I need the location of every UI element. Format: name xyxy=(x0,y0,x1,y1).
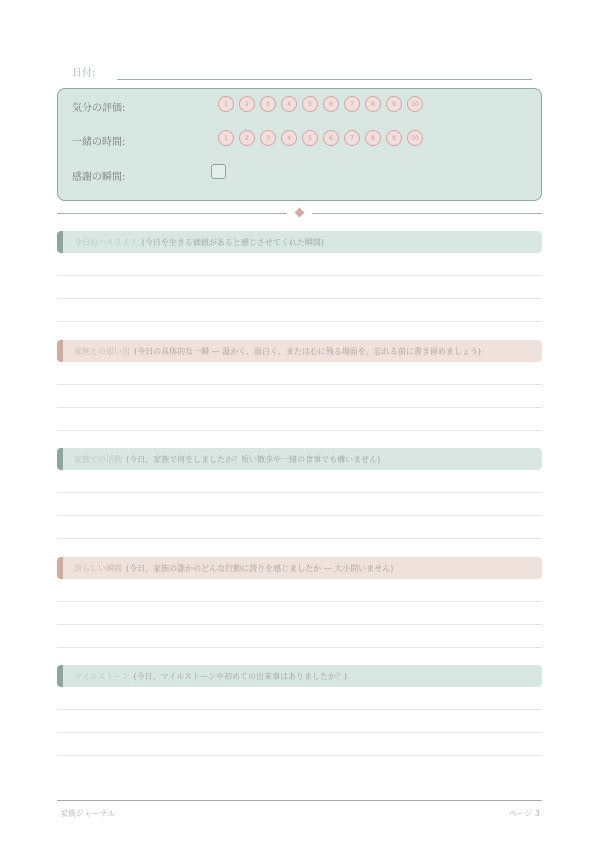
section-description: (今日、家族で何をしましたか？短い散歩や一緒の食事でも構いません) xyxy=(126,454,381,464)
section-accent-bar xyxy=(57,448,63,470)
date-label: 日付: xyxy=(72,68,96,79)
footer-divider xyxy=(57,800,542,801)
section-header xyxy=(57,448,542,470)
gratitude-row xyxy=(72,164,532,184)
together-rating-option[interactable]: 3 xyxy=(260,130,276,146)
writing-line[interactable] xyxy=(57,253,542,276)
writing-line[interactable] xyxy=(57,710,542,733)
mood-rating-row xyxy=(72,95,532,115)
section-accent-bar xyxy=(57,231,63,253)
mood-rating-scale xyxy=(218,96,423,112)
footer-page-number: ページ 3 xyxy=(508,809,540,818)
together-rating-option[interactable]: 8 xyxy=(365,130,381,146)
date-input-line[interactable] xyxy=(117,79,532,80)
section-description: (今日、マイルストーンや初めての出来事はありましたか？) xyxy=(133,671,348,681)
writing-line[interactable] xyxy=(57,385,542,408)
mood-rating-option[interactable]: 4 xyxy=(281,96,297,112)
mood-rating-option[interactable]: 1 xyxy=(218,96,234,112)
mood-rating-option[interactable]: 3 xyxy=(260,96,276,112)
writing-line[interactable] xyxy=(57,733,542,756)
writing-line[interactable] xyxy=(57,625,542,648)
section-accent-bar xyxy=(57,557,63,579)
section-header xyxy=(57,557,542,579)
mood-rating-option[interactable]: 6 xyxy=(323,96,339,112)
writing-line[interactable] xyxy=(57,602,542,625)
together-rating-option[interactable]: 10 xyxy=(407,130,423,146)
diamond-icon xyxy=(295,208,305,218)
section-family-memory xyxy=(57,340,542,431)
mood-rating-label: 気分の評価: xyxy=(72,103,126,114)
mood-rating-option[interactable]: 5 xyxy=(302,96,318,112)
gratitude-label: 感謝の瞬間: xyxy=(72,172,126,183)
writing-line[interactable] xyxy=(57,579,542,602)
mood-rating-option[interactable]: 8 xyxy=(365,96,381,112)
mood-rating-option[interactable]: 9 xyxy=(386,96,402,112)
together-rating-option[interactable]: 6 xyxy=(323,130,339,146)
section-header xyxy=(57,340,542,362)
section-accent-bar xyxy=(57,665,63,687)
writing-line[interactable] xyxy=(57,493,542,516)
date-row xyxy=(72,62,532,80)
together-rating-option[interactable]: 1 xyxy=(218,130,234,146)
section-description: (今日、家族の誰かのどんな行動に誇りを感じましたか — 大小問いません) xyxy=(126,563,394,573)
ornament-divider xyxy=(57,208,542,220)
divider-line-right xyxy=(312,213,542,214)
together-rating-label: 一緒の時間: xyxy=(72,137,126,148)
mood-rating-option[interactable]: 10 xyxy=(407,96,423,112)
together-rating-option[interactable]: 4 xyxy=(281,130,297,146)
together-rating-option[interactable]: 2 xyxy=(239,130,255,146)
together-rating-option[interactable]: 7 xyxy=(344,130,360,146)
writing-line[interactable] xyxy=(57,470,542,493)
writing-line[interactable] xyxy=(57,276,542,299)
together-rating-option[interactable]: 5 xyxy=(302,130,318,146)
section-title: マイルストーン xyxy=(74,671,130,681)
section-proud-moment xyxy=(57,557,542,648)
writing-line[interactable] xyxy=(57,408,542,431)
writing-line[interactable] xyxy=(57,516,542,539)
footer-journal-name: 家族ジャーナル xyxy=(60,809,116,818)
section-highlight xyxy=(57,231,542,322)
together-rating-row xyxy=(72,129,532,149)
section-header xyxy=(57,665,542,687)
mood-rating-option[interactable]: 2 xyxy=(239,96,255,112)
section-title: 今日のハイライト xyxy=(74,237,138,247)
section-milestone xyxy=(57,665,542,756)
together-rating-scale xyxy=(218,130,423,146)
divider-line-left xyxy=(57,213,287,214)
section-header xyxy=(57,231,542,253)
section-description: (今日の具体的な一瞬 — 温かく、面白く、または心に残る場面を、忘れる前に書き留めましょう) xyxy=(134,346,482,356)
section-title: 家族での活動 xyxy=(74,454,122,464)
writing-line[interactable] xyxy=(57,299,542,322)
gratitude-checkbox[interactable] xyxy=(211,164,226,179)
rating-box xyxy=(57,88,542,201)
section-accent-bar xyxy=(57,340,63,362)
section-family-activity xyxy=(57,448,542,539)
section-title: 家族との思い出 xyxy=(74,346,130,356)
writing-line[interactable] xyxy=(57,362,542,385)
writing-line[interactable] xyxy=(57,687,542,710)
section-description: (今日を生きる価値があると感じさせてくれた瞬間) xyxy=(141,237,325,247)
together-rating-option[interactable]: 9 xyxy=(386,130,402,146)
mood-rating-option[interactable]: 7 xyxy=(344,96,360,112)
section-title: 誇らしい瞬間 xyxy=(74,563,122,573)
